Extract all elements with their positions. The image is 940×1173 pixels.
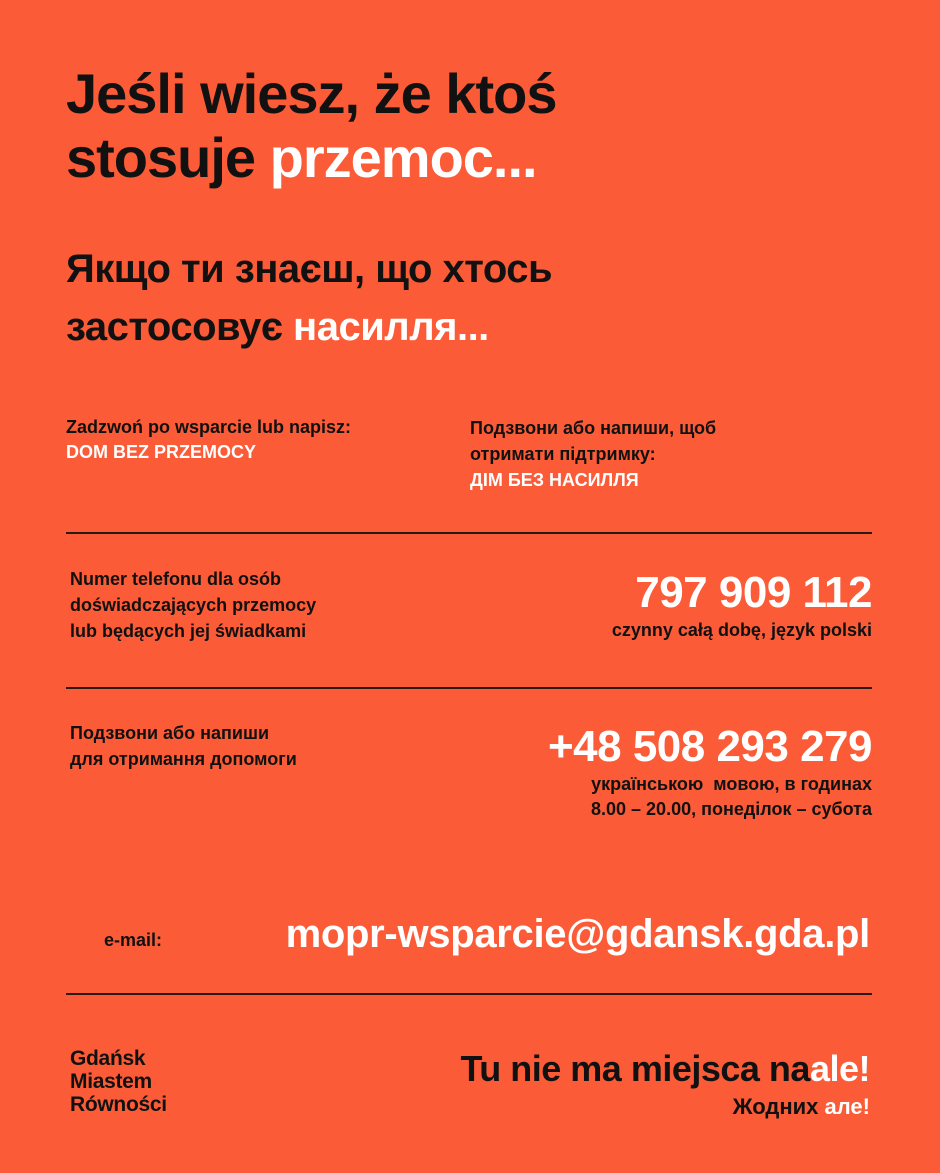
headline-ukrainian-highlight: насилля... — [293, 305, 489, 349]
slogan — [460, 1045, 870, 1121]
phone-ukrainian-description — [70, 720, 297, 772]
divider — [66, 532, 872, 534]
headline-ukrainian-line1: Якщо ти знаєш, що хтось — [66, 247, 553, 291]
logo-line: Gdańsk — [70, 1047, 146, 1070]
phone-ukrainian-number[interactable]: +48 508 293 279 — [547, 722, 872, 771]
headline-ukrainian — [66, 240, 552, 356]
phone-polish-note: czynny całą dobę, język polski — [611, 620, 872, 640]
phone-ukrainian — [548, 722, 872, 822]
phone-ukrainian-note-line: українською мовою, в годинах — [591, 774, 872, 794]
intro-polish-text: Zadzwoń po wsparcie lub napisz: — [66, 417, 352, 437]
phone-polish — [612, 568, 872, 643]
logo-line: Miastem — [70, 1070, 152, 1093]
phone-polish-desc-line: Numer telefonu dla osób — [70, 569, 282, 589]
headline-polish-line2 — [66, 126, 556, 190]
intro-ukrainian-line1: Подзвони або напиши, щоб — [470, 418, 717, 438]
phone-polish-desc-line: doświadczających przemocy — [70, 595, 317, 615]
headline-polish — [66, 62, 556, 190]
headline-polish-line1: Jeśli wiesz, że ktoś — [66, 62, 557, 125]
intro-polish-org-name: DOM BEZ PRZEMOCY — [66, 442, 257, 462]
phone-ukrainian-desc-line: Подзвони або напиши — [70, 723, 270, 743]
intro-ukrainian — [470, 415, 716, 493]
intro-ukrainian-org-name: ДІМ БЕЗ НАСИЛЛЯ — [470, 470, 639, 490]
email-label: e-mail: — [104, 930, 163, 950]
gdansk-logo — [70, 1047, 167, 1116]
slogan-ukrainian — [460, 1093, 870, 1121]
headline-polish-highlight: przemoc... — [269, 126, 537, 189]
phone-polish-desc-line: lub będących jej świadkami — [70, 621, 307, 641]
slogan-polish — [460, 1045, 870, 1093]
headline-ukrainian-line2 — [66, 298, 552, 356]
phone-polish-description — [70, 566, 316, 644]
headline-ukrainian-prefix: застосовує — [66, 305, 294, 349]
slogan-ukrainian-prefix: Жодних — [732, 1094, 825, 1119]
slogan-polish-highlight: ale! — [809, 1048, 870, 1089]
slogan-ukrainian-highlight: але! — [824, 1094, 870, 1119]
phone-ukrainian-desc-line: для отримання допомоги — [70, 749, 297, 769]
divider — [66, 687, 872, 689]
phone-ukrainian-note-line: 8.00 – 20.00, понеділок – субота — [591, 799, 872, 819]
email-address[interactable]: mopr-wsparcie@gdansk.gda.pl — [285, 912, 870, 956]
intro-polish — [66, 415, 351, 465]
intro-ukrainian-line2: отримати підтримку: — [470, 444, 656, 464]
phone-polish-number[interactable]: 797 909 112 — [635, 568, 872, 617]
divider — [66, 993, 872, 995]
logo-line: Równości — [70, 1093, 167, 1116]
slogan-polish-prefix: Tu nie ma miejsca na — [460, 1048, 810, 1089]
headline-polish-prefix: stosuje — [66, 126, 270, 189]
